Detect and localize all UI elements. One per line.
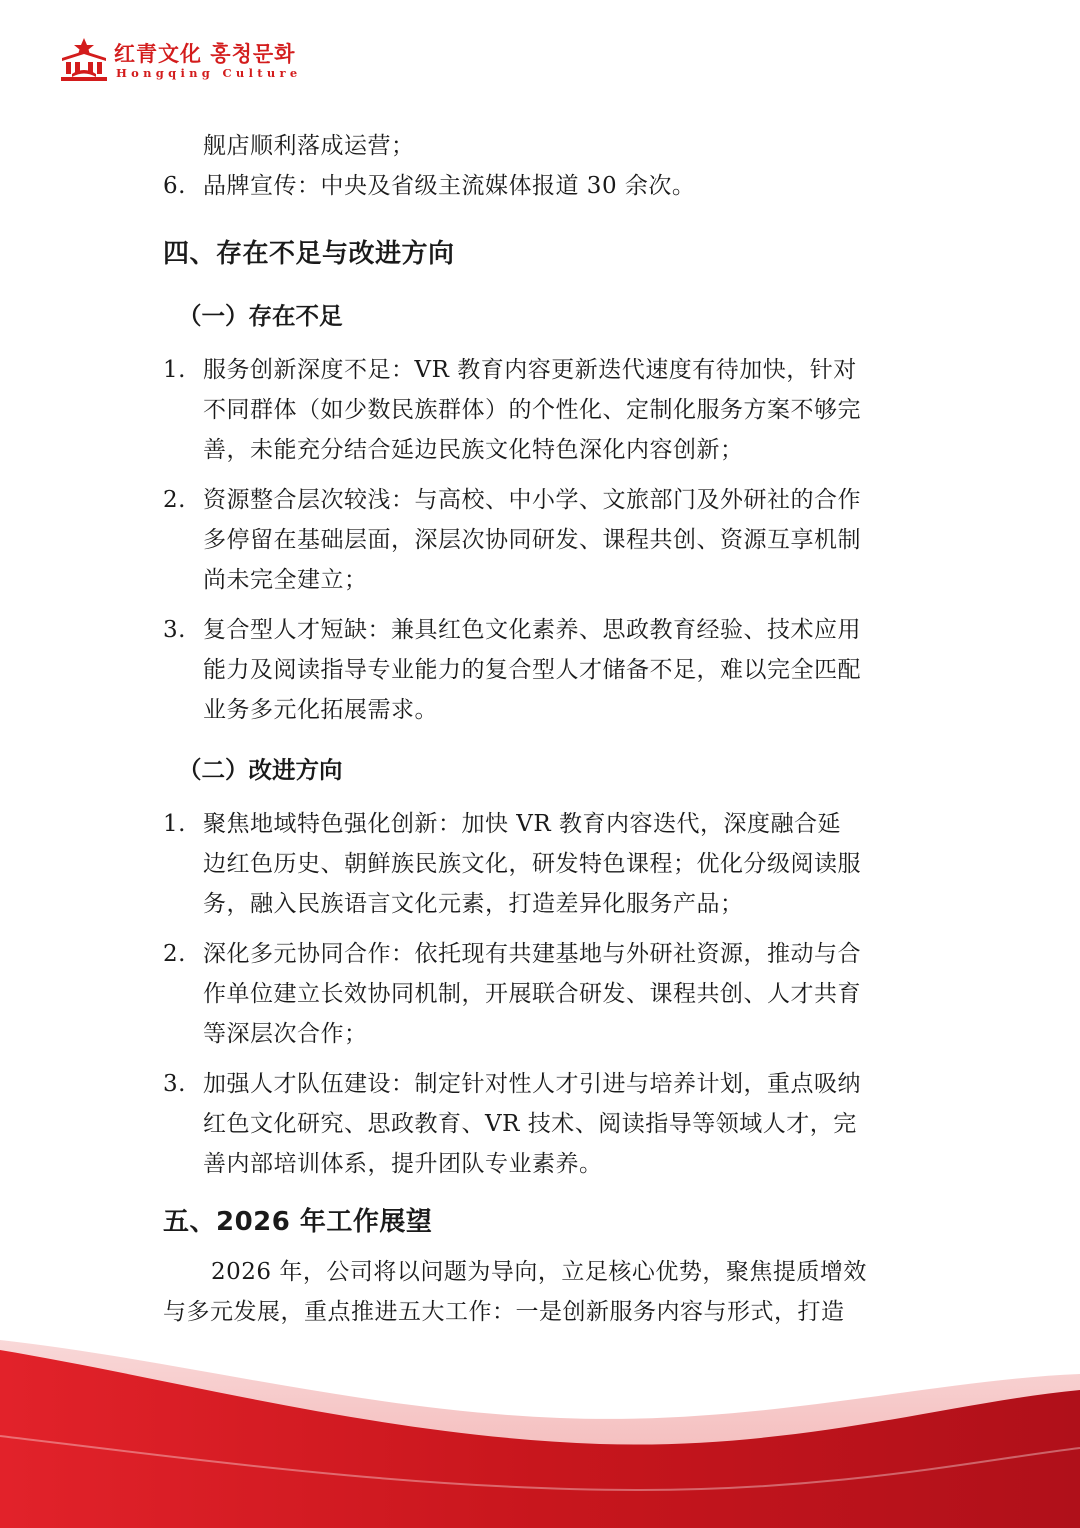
list-text: 边红色历史、朝鲜族民族文化，研发特色课程；优化分级阅读服 bbox=[203, 851, 861, 877]
paragraph-line: 与多元发展，重点推进五大工作：一是创新服务内容与形式，打造 bbox=[163, 1299, 845, 1325]
section-heading: 四、存在不足与改进方向 bbox=[163, 239, 455, 269]
list-item bbox=[163, 480, 923, 600]
list-number: 3. bbox=[163, 617, 186, 643]
list-text: 深化多元协同合作：依托现有共建基地与外研社资源，推动与合 bbox=[203, 941, 861, 967]
list-text: 服务创新深度不足：VR 教育内容更新迭代速度有待加快，针对 bbox=[203, 357, 857, 383]
list-item bbox=[163, 350, 923, 470]
list-text: 等深层次合作； bbox=[203, 1021, 368, 1047]
subsection-heading: （一）存在不足 bbox=[178, 302, 343, 330]
section-heading: 五、2026 年工作展望 bbox=[163, 1207, 433, 1237]
document-body bbox=[163, 126, 923, 1332]
paragraph-line: 2026 年，公司将以问题为导向，立足核心优势，聚焦提质增效 bbox=[211, 1259, 867, 1285]
list-text: 红色文化研究、思政教育、VR 技术、阅读指导等领域人才，完 bbox=[203, 1111, 857, 1137]
company-logo bbox=[58, 36, 318, 86]
list-text: 加强人才队伍建设：制定针对性人才引进与培养计划，重点吸纳 bbox=[203, 1071, 861, 1097]
carry-over-line: 舰店顺利落成运营； bbox=[203, 133, 415, 159]
list-item bbox=[163, 804, 923, 924]
list-number: 3. bbox=[163, 1071, 186, 1097]
list-number: 1. bbox=[163, 811, 186, 837]
list-text: 资源整合层次较浅：与高校、中小学、文旅部门及外研社的合作 bbox=[203, 487, 861, 513]
list-text: 务，融入民族语言文化元素，打造差异化服务产品； bbox=[203, 891, 744, 917]
list-item bbox=[163, 1064, 923, 1184]
list-item bbox=[163, 934, 923, 1054]
list-text: 聚焦地域特色强化创新：加快 VR 教育内容迭代，深度融合延 bbox=[203, 811, 842, 837]
list-text: 作单位建立长效协同机制，开展联合研发、课程共创、人才共育 bbox=[203, 981, 861, 1007]
list-text: 品牌宣传：中央及省级主流媒体报道 30 余次。 bbox=[203, 173, 696, 199]
list-text: 不同群体（如少数民族群体）的个性化、定制化服务方案不够完 bbox=[203, 397, 861, 423]
logo-chinese-korean-text: 红青文化 홍청문화 bbox=[114, 42, 296, 66]
logo-emblem-icon bbox=[58, 36, 110, 82]
list-text: 尚未完全建立； bbox=[203, 567, 368, 593]
list-item bbox=[163, 166, 923, 206]
subsection-heading: （二）改进方向 bbox=[178, 756, 343, 784]
list-text: 多停留在基础层面，深层次协同研发、课程共创、资源互享机制 bbox=[203, 527, 861, 553]
list-text: 复合型人才短缺：兼具红色文化素养、思政教育经验、技术应用 bbox=[203, 617, 861, 643]
footer-wave-decoration bbox=[0, 1340, 1080, 1528]
list-text: 业务多元化拓展需求。 bbox=[203, 697, 438, 723]
list-number: 6. bbox=[163, 173, 186, 199]
list-text: 善内部培训体系，提升团队专业素养。 bbox=[203, 1151, 603, 1177]
list-number: 2. bbox=[163, 487, 186, 513]
list-item bbox=[163, 610, 923, 730]
list-text: 善，未能充分结合延边民族文化特色深化内容创新； bbox=[203, 437, 744, 463]
list-number: 1. bbox=[163, 357, 186, 383]
list-text: 能力及阅读指导专业能力的复合型人才储备不足，难以完全匹配 bbox=[203, 657, 861, 683]
logo-english-text: Hongqing Culture bbox=[116, 66, 302, 80]
list-number: 2. bbox=[163, 941, 186, 967]
